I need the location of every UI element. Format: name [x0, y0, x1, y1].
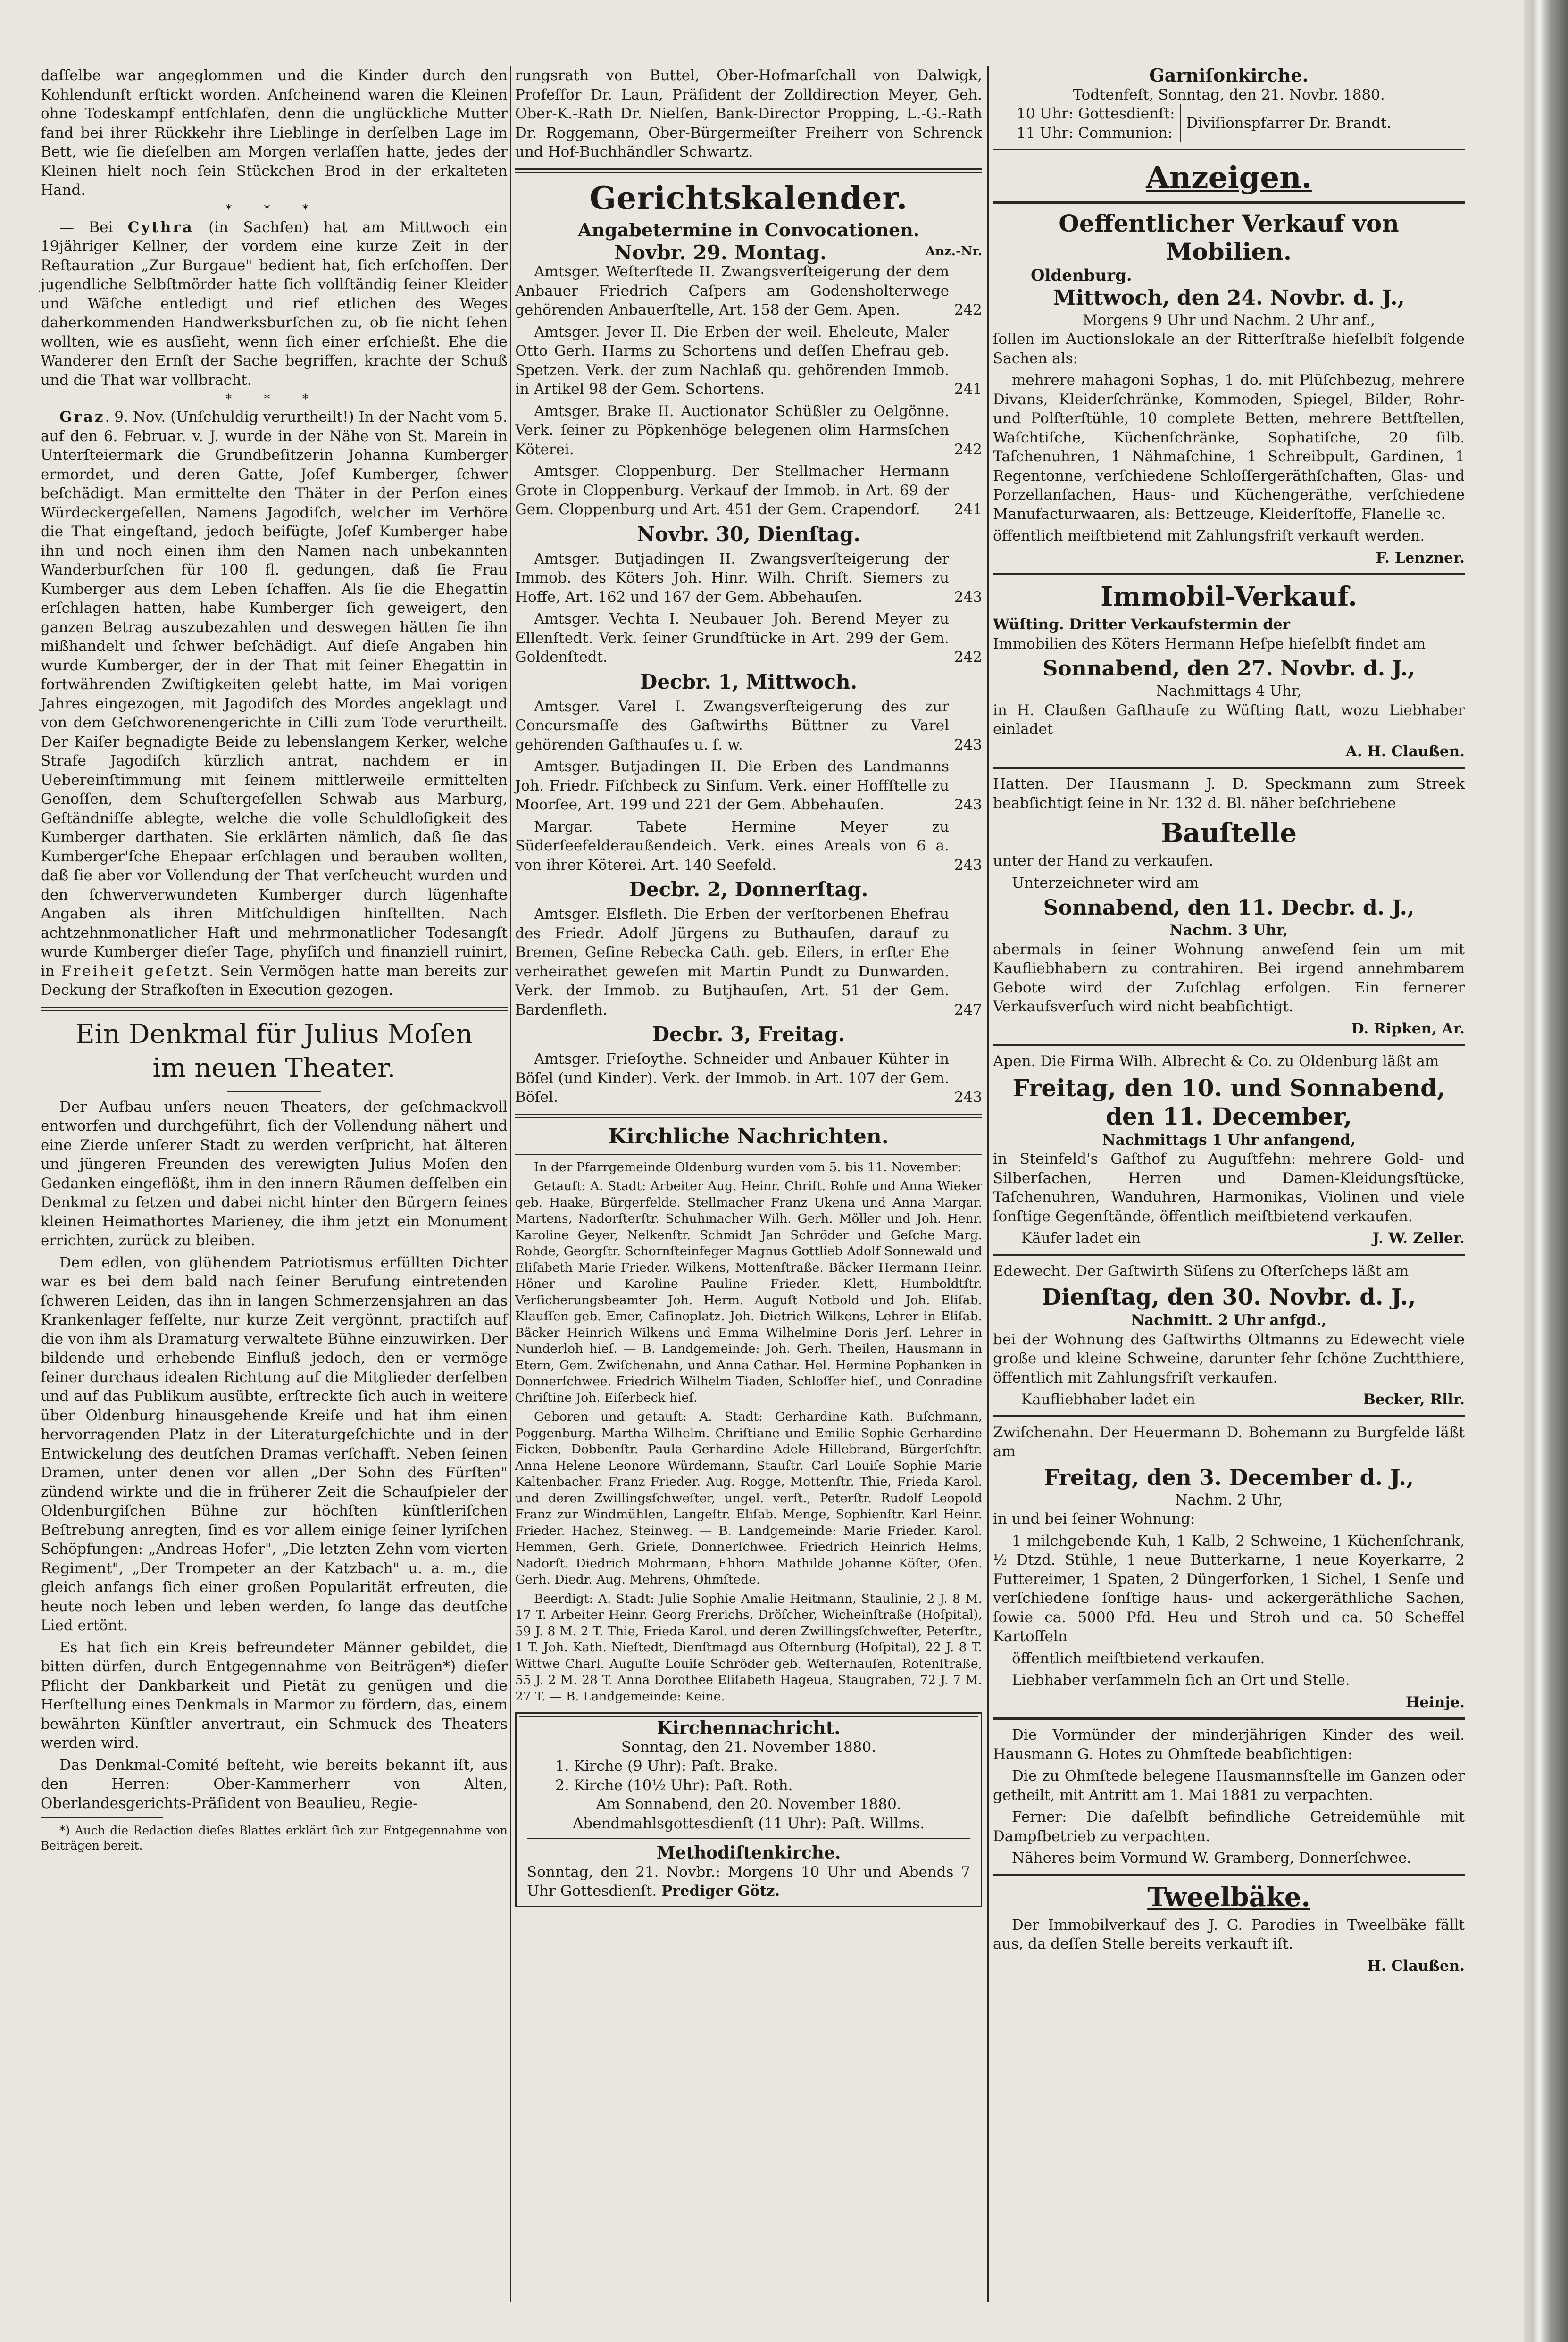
kn-line: Abendmahlsgottesdienſt (11 Uhr): Paſt. Willms.	[572, 1815, 925, 1832]
kalender-entries-dec1	[515, 697, 982, 875]
kalender-entries-nov30	[515, 550, 982, 667]
methodisten-title: Methodiſtenkirche.	[656, 1843, 841, 1863]
moser-paragraph-2: Dem edlen, von glühendem Patriotismus erfüllten Dichter war es bei dem bald nach ſeiner Berufung eintretenden ſchweren Leiden, das ihn in langen Schmerzensjahren an das Krankenlager feſſelte, nur kurze Zeit vergönnt, practiſch auf die von ihm als Dramaturg verwaltete Bühne einzuwirken. Der bildende und erhebende Einfluß jedoch, den er vermöge ſeiner durchaus idealen Richtung auf die Mitglieder derſelben und auf das Publikum ausübte, erſtreckte ſich auch in weitere über Oldenburg hinausgehende Kreiſe und hat ihm einen hervorragenden Platz in der Literaturgeſchichte und in der Entwickelung des deutſchen Dramas verſchafft. Neben ſeinen Dramen, unter denen vor allen „Der Sohn des Fürſten" zündend wirkte und die in früherer Zeit die Schauſpieler der Oldenburgiſchen Bühne zur höchſten künſtleriſchen Beſtrebung anregten, ſind es vor allem einige ſeiner lyriſchen Schöpfungen: „Andreas Hofer", „Die letzten Zehn vom vierten Regiment", „Der Trompeter an der Katzbach" u. a. m., die gleich anfangs ſich einer großen Popularität erfreuten, die heute noch leben und leben werden, ſo lange das deutſche Lied ertönt.	[41, 1254, 508, 1634]
kalender-entries-dec3	[515, 1050, 982, 1107]
kirchennachricht-box	[515, 1712, 982, 1907]
rule	[993, 767, 1465, 769]
ad-apen-auction: Apen. Die Firma Wilh. Albrecht & Co. zu Oldenburg läßt am Freitag, den 10. und Sonnabend, den 11. December, Nachmittags 1 Uhr anfangend, in Steinfeld's Gaſthof zu Auguſtfehn: mehrere Gold- und Silberſachen, Herren und Damen-Kleidungsſtücke, Taſchenuhren, Wanduhren, Harmonikas, Violinen und viele ſonſtige Gegenſtände, öffentlich meiſtbietend verkaufen. Käufer ladet ein J. W. Zeller.	[993, 1053, 1465, 1247]
kalender-header-nov29: Novbr. 29. Montag. Anz.-Nr.	[614, 241, 982, 264]
moser-title-line1: Ein Denkmal für Julius Moſen	[75, 1018, 473, 1050]
rule	[993, 201, 1465, 204]
article-cythra: — Bei Cythra (in Sachſen) hat am Mittwoch ein 19jähriger Kellner, der vordem eine kurze Zeit in der Reſtauration „Zur Burgaue" bedient hat, ſich erſchoſſen. Der jugendliche Selbſtmörder hatte ſich vollſtändig ſeiner Kleider und Wäſche entledigt und rief etlichen des Weges daherkommenden Handwerksburſchen zu, ob ſie nicht ſehen wollten, wie es ausſieht, wenn ſich einer erſchießt. Ehe die Wanderer den Ernſt der Sache begriffen, krachte der Schuß und die That war vollbracht.	[41, 218, 508, 389]
separator-stars: * * *	[225, 202, 323, 217]
kirch-geboren: Geboren und getauft: A. Stadt: Gerhardine Kath. Buſchmann, Poggenburg. Martha Wilhelm. Chriſtiane und Emilie Sophie Gerhardine Ficken, Dobbenſtr. Paula Gerhardine Adele Hillebrand, Bürgerſchſtr. Anna Helene Leonore Würdemann, Stauſtr. Carl Louiſe Sophie Marie Kaltenbacher. Franz Frieder. Aug. Rogge, Mottenſtr. Thie, Frieda Karol. und deren Zwillingsſchweſter, ungel. verſt., Peterſtr. Rudolf Leopold Franz zur Windmühlen, Langeſtr. Eliſab. Menge, Sophienſtr. Karl Heinr. Frieder. Hachez, Steinweg. — B. Landgemeinde: Marie Frieder. Karol. Hemmen, Gerh. Grieſe, Donnerſchwee. Friedrich Heinrich Helms, Nadorſt. Diedrich Mohrmann, Ehhorn. Mathilde Johanne Köſter, Ofen. Gerh. Diedr. Aug. Mehrens, Ohmſtede.	[515, 1409, 982, 1587]
kalender-entry-text: Amtsger. Cloppenburg. Der Stellmacher Hermann Grote in Cloppenburg. Verkauf der Immob. in Art. 69 der Gem. Cloppenburg und Art. 451 der Gem. Crapendorf.	[515, 463, 949, 518]
anzeige-number: 247	[954, 1001, 982, 1018]
anzeige-number: 242	[954, 441, 982, 458]
kalender-entry	[515, 757, 982, 815]
section-rule	[41, 1007, 508, 1011]
kalender-entry-text: Amtsger. Vechta I. Neubauer Joh. Berend Meyer zu Ellenſtedt. Verk. ſeiner Grundſtücke in Art. 299 der Gem. Goldenſtedt.	[515, 610, 949, 666]
kalender-entry-text: Amtsger. Butjadingen II. Zwangsverſteigerung der Immob. des Köters Joh. Hinr. Wilh. Chriſt. Siemers zu Hoffe, Art. 162 und 167 der Gem. Abbehauſen.	[515, 550, 949, 606]
moser-paragraph-4: Das Denkmal-Comité beſteht, wie bereits bekannt iſt, aus den Herren: Ober-Kammerherr von Alten, Oberlandesgerichts-Präſident von Beaulieu, Regie-	[41, 1756, 508, 1812]
kn-line: Sonntag, den 21. November 1880.	[621, 1738, 876, 1756]
garnison-times: 10 Uhr: Gottesdienſt: 11 Uhr: Communion: Diviſionspfarrer Dr. Brandt.	[993, 104, 1465, 142]
column-1	[41, 66, 508, 1856]
gerichtskalender-subtitle: Angabetermine in Convocationen.	[577, 219, 920, 241]
kalender-entry-text: Amtsger. Elsfleth. Die Erben der verſtorbenen Ehefrau des Friedr. Adolf Jürgens zu Buthauſen, darauf zu Bremen, Geſine Rebecka Cath. geb. Eilers, in erſter Ehe verheirathet geweſen mit Martin Pundt zu Dunwarden. Verk. der Immob. zu Butjhauſen, Art. 51 der Gem. Bardenfleth.	[515, 906, 949, 1018]
moser-paragraph-1: Der Aufbau unſers neuen Theaters, der geſchmackvoll entworfen und durchgeführt, ſich der Vollendung nähert und eine Zierde unſerer Stadt zu werden verſpricht, hat älteren und jüngeren Freunden des verewigten Julius Moſen den Gedanken eingeflößt, ihm in den innern Räumen deſſelben ein Denkmal zu ſetzen und dabei nicht hinter den Bürgern ſeines kleinen Heimathortes Marieney, die ihm jetzt ein Monument errichten, zurück zu bleiben.	[41, 1098, 508, 1249]
kalender-entry-text: Amtsger. Varel I. Zwangsverſteigerung des zur Concursmaſſe des Gaſtwirths Büttner zu Varel gehörenden Gaſthauſes u. ſ. w.	[515, 698, 949, 753]
moser-paragraph-3: Es hat ſich ein Kreis befreundeter Männer gebildet, die bitten dürfen, durch Entgegennahme von Beiträgen*) dieſer Pflicht der Dankbarkeit und Pietät zu genügen und die Herſtellung eines Denkmals in Marmor zu fördern, das, einem bewährten Künſtler anvertraut, ein Schmuck des Theaters werden wird.	[41, 1639, 508, 1751]
ad-mobilien: Oeffentlicher Verkauf von Mobilien. Oldenburg. Mittwoch, den 24. Novbr. d. J., Morgens 9 Uhr und Nachm. 2 Uhr anf., ſollen im Auctionslokale an der Ritterſtraße hieſelbſt folgende Sachen als: mehrere mahagoni Sophas, 1 do. mit Plüſchbezug, mehrere Divans, Kleiderſchränke, Kommoden, Spiegel, Bilder, Rohr- und Polſterſtühle, 10 complete Betten, mehrere Bettſtellen, Waſchtiſche, Küchenſchränke, Sophatiſche, 20 ſilb. Taſchenuhren, 1 Nähmaſchine, 1 Schreibpult, Gardinen, 1 Regentonne, verſchiedene Schloſſergeräthſchaften, Glas- und Porzellanſachen, Haus- und Küchengeräthe, verſchiedene Manufacturwaaren, als: Bettzeuge, Kleiderſtoffe, Flanelle ꝛc. öffentlich meiſtbietend mit Zahlungsfriſt verkauft werden. F. Lenzner.	[993, 209, 1465, 567]
kalender-entries-dec2	[515, 905, 982, 1019]
separator-stars: * * *	[225, 392, 323, 406]
kalender-header-dec1: Decbr. 1, Mittwoch.	[640, 670, 858, 693]
methodisten-text: Sonntag, den 21. Novbr.: Morgens 10 Uhr und Abends 7 Uhr Gottesdienſt. Prediger Götz.	[527, 1863, 970, 1900]
rule	[993, 1415, 1465, 1417]
rule	[993, 1254, 1465, 1256]
ad-zwischenahn: Zwiſchenahn. Der Heuermann D. Bohemann zu Burgfelde läßt am Freitag, den 3. December d. J., Nachm. 2 Uhr, in und bei ſeiner Wohnung: 1 milchgebende Kuh, 1 Kalb, 2 Schweine, 1 Küchenſchrank, ½ Dtzd. Stühle, 1 neue Butterkarne, 1 neue Koyerkarre, 2 Futtereimer, 1 Spaten, 2 Düngerforken, 1 Sichel, 1 Senſe und verſchiedene ſonſtige haus- und ackergeräthliche Sachen, ſowie ca. 5000 Pfd. Heu und Stroh und ca. 50 Scheffel Kartoffeln öffentlich meiſtbietend verkaufen. Liebhaber verſammeln ſich an Ort und Stelle. Heinje.	[993, 1424, 1465, 1711]
kalender-header-dec2: Decbr. 2, Donnerſtag.	[629, 878, 868, 901]
kn-line: Am Sonnabend, den 20. November 1880.	[596, 1796, 901, 1813]
kalender-entry-text: Amtsger. Butjadingen II. Die Erben des Landmanns Joh. Friedr. Fiſchbeck zu Sinſum. Verk. einer Hoffſtelle zu Moorſee, Art. 199 und 221 der Gem. Abbehauſen.	[515, 758, 949, 813]
kalender-header-nov30: Novbr. 30, Dienſtag.	[637, 522, 860, 546]
title-rule	[227, 1091, 321, 1092]
moser-continuation: rungsrath von Buttel, Ober-Hofmarſchall von Dalwigk, Profeſſor Dr. Laun, Präſident der Zolldirection Meyer, Geh. Ober-K.-Rath Dr. Nielſen, Bank-Director Propping, L.-G.-Rath Dr. Roggemann, Ober-Bürgermeiſter Freiherr von Schrenck und Hof-Buchhändler Schwartz.	[515, 67, 982, 160]
kalender-entry	[515, 905, 982, 1019]
kalender-entry	[515, 697, 982, 755]
kalender-entry	[515, 817, 982, 875]
ad-edewecht-schweine: Edewecht. Der Gaſtwirth Süſens zu Oſterſcheps läßt am Dienſtag, den 30. Novbr. d. J., Nachmitt. 2 Uhr anfgd., bei der Wohnung des Gaſtwirths Oltmanns zu Edewecht viele große und kleine Schweine, darunter ſehr ſchöne Zuchtthiere, öffentlich mit Zahlungsfriſt verkaufen. Kaufliebhaber ladet ein Becker, Rllr.	[993, 1262, 1465, 1408]
kalender-header-dec3: Decbr. 3, Freitag.	[652, 1023, 845, 1046]
ad-ohmstede-verpachtung: Die Vormünder der minderjährigen Kinder des weil. Hausmann G. Hotes zu Ohmſtede beabſichtigen: Die zu Ohmſtede belegene Hausmannsſtelle im Ganzen oder getheilt, mit Antritt am 1. Mai 1881 zu verpachten. Ferner: Die daſelbſt befindliche Getreidemühle mit Dampfbetrieb zu verpachten. Näheres beim Vormund W. Gramberg, Donnerſchwee.	[993, 1726, 1465, 1867]
rule	[993, 1044, 1465, 1046]
column-3	[993, 66, 1465, 1975]
kirch-intro: In der Pfarrgemeinde Oldenburg wurden vom 5. bis 11. November:	[534, 1159, 962, 1175]
kirch-beerdigt: Beerdigt: A. Stadt: Julie Sophie Amalie Heitmann, Staulinie, 2 J. 8 M. 17 T. Arbeiter Heinr. Georg Frerichs, Dröſcher, Wicheinſtraße (Hoſpital), 59 J. 8 M. 2 T. Thie, Frieda Karol. und deren Zwillingsſchweſter, Peterſtr., 1 T. Joh. Kath. Nieſtedt, Dienſtmagd aus Oſternburg (Hoſpital), 22 J. 8 T. Wittwe Charl. Auguſte Louiſe Schröder geb. Weſterhauſen, Rotenſtraße, 55 J. 2 M. 28 T. Anna Dorothee Eliſabeth Hageua, Staugraben, 72 J. 7 M. 27 T. — B. Landgemeinde: Keine.	[515, 1591, 982, 1704]
kalender-entry-text: Margar. Tabete Hermine Meyer zu Süderſeefelderaußendeich. Verk. eines Areals von 6 a. von ihrer Köterei. Art. 140 Seefeld.	[515, 818, 949, 874]
anzeige-number: 243	[954, 588, 982, 606]
column-rule-right	[987, 66, 989, 2302]
column-rule-left	[510, 66, 511, 2302]
garnison-title: Garniſonkirche.	[1149, 65, 1309, 86]
kalender-entry	[515, 609, 982, 667]
anzeige-number: 243	[954, 856, 982, 874]
garnison-line1: Todtenfeſt, Sonntag, den 21. Novbr. 1880.	[1073, 86, 1385, 103]
rule	[993, 1717, 1465, 1720]
anzeige-number: 243	[954, 1089, 982, 1106]
anzeige-number: 243	[954, 796, 982, 813]
anzeige-number: 241	[954, 501, 982, 518]
kalender-entry	[515, 323, 982, 399]
kalender-entry-text: Amtsger. Weſterſtede II. Zwangsverſteigerung der dem Anbauer Friedrich Caſpers am Godensholterwege gehörenden Anbauerſtelle, Art. 158 der Gem. Apen.	[515, 263, 949, 318]
kn-line: 1. Kirche (9 Uhr): Paſt. Brake.	[555, 1758, 778, 1775]
anzeige-number: 242	[954, 649, 982, 666]
kirchennachricht-title: Kirchennachricht.	[657, 1717, 841, 1738]
anzeigen-title: Anzeigen.	[1146, 160, 1312, 195]
column-2	[515, 66, 982, 1915]
anzeige-number: 241	[954, 381, 982, 398]
kalender-entry	[515, 262, 982, 320]
rule	[527, 1838, 970, 1839]
kalender-entry	[515, 462, 982, 519]
ad-immobil-verkauf: Immobil-Verkauf. Wüſting. Dritter Verkaufstermin der Immobilien des Köters Hermann Heſpe hieſelbſt findet am Sonnabend, den 27. Novbr. d. J., Nachmittags 4 Uhr, in H. Claußen Gaſthauſe zu Wüſting ſtatt, wozu Liebhaber einladet A. H. Claußen.	[993, 581, 1465, 760]
kirchliche-nachrichten-title: Kirchliche Nachrichten.	[608, 1124, 889, 1149]
kalender-entry-text: Amtsger. Brake II. Auctionator Schüßler zu Oelgönne. Verk. ſeiner zu Pöpkenhöge belegenen olim Harmsſchen Köterei.	[515, 402, 949, 458]
kirch-getauft: Getauft: A. Stadt: Arbeiter Aug. Heinr. Chriſt. Rohſe und Anna Wieker geb. Haake, Bürgerfelde. Stellmacher Franz Ukena und Anna Margar. Martens, Nadorſterſtr. Schuhmacher Wilh. Gerh. Möller und Joh. Henr. Karoline Geyer, Nelkenſtr. Schmidt Jan Schröder und Geſche Marg. Rohde, Georgſtr. Schornſteinfeger Magnus Gottlieb Adolf Sonnewald und Eliſabeth Marie Frieder. Wilkens, Mottenſtraße. Bäcker Hermann Heinr. Höner und Karoline Pauline Frieder. Klett, Humboldtſtr. Verſicherungsbeamter Joh. Herm. Auguſt Notbold und Joh. Eliſab. Klauſſen geb. Emer, Caſinoplatz. Joh. Dietrich Wilkens, Lehrer in Eliſab. Bäcker Heinrich Wilkens und Emma Wilhelmine Doris Jerſ. Lehrer in Nunderloh hieſ. — B. Landgemeinde: Joh. Gerh. Theilen, Hausmann in Etern, Gem. Zwiſchenahn, und Anna Cathar. Hel. Hermine Pophanken in Donnerſchwee. Friedrich Wilhelm Tiaden, Schloſſer hieſ., und Conradine Chriſtine Joh. Eiſerbeck hieſ.	[515, 1179, 982, 1405]
rule	[993, 1874, 1465, 1876]
kalender-entry-text: Amtsger. Jever II. Die Erben der weil. Eheleute, Maler Otto Gerh. Harms zu Schortens und deſſen Ehefrau geb. Spetzen. Verk. der zum Nachlaß qu. gehörenden Immob. in Artikel 98 der Gem. Schortens.	[515, 323, 949, 398]
footnote: *) Auch die Redaction dieſes Blattes erklärt ſich zur Entgegennahme von Beiträgen bereit.	[41, 1824, 508, 1852]
gerichtskalender-title: Gerichtskalender.	[589, 179, 908, 217]
kalender-entry-text: Amtsger. Frieſoythe. Schneider und Anbauer Kühter in Böſel (und Kinder). Verk. der Immob. in Art. 107 der Gem. Böſel.	[515, 1050, 949, 1106]
kalender-entry	[515, 1050, 982, 1107]
rule	[993, 573, 1465, 575]
section-rule	[993, 149, 1465, 153]
kn-line: 2. Kirche (10½ Uhr): Paſt. Roth.	[555, 1776, 793, 1794]
footnote-rule	[41, 1817, 163, 1818]
ad-tweelbaeke: Tweelbäke. Der Immobilverkauf des J. G. Parodies in Tweelbäke fällt aus, da deſſen Stelle bereits verkauft iſt. H. Claußen.	[993, 1881, 1465, 1975]
rule	[515, 1154, 982, 1155]
section-rule	[515, 1114, 982, 1118]
article-graz: Graz. 9. Nov. (Unſchuldig verurtheilt!) In der Nacht vom 5. auf den 6. Februar. v. J. wurde in der Nähe von St. Marein in Unterſteiermark die Grundbeſitzerin Johanna Kumberger ermordet, und deren Gatte, Joſef Kumberger, ſchwer beſchädigt. Man ermittelte den Thäter in der Perſon eines Würdeckergeſellen, Namens Jagodiſch, welcher im Verhöre die That eingeſtand, jedoch beifügte, Joſef Kumberger habe ihn und noch einen ihm den Namen nach unbekannten Wanderburſchen für 100 fl. gedungen, daß ſie Frau Kumberger aus dem Leben ſchaffen. Als ſie die Ehegattin erſchlagen hatten, habe Kumberger ſich geweigert, den ganzen Betrag auszubezahlen und deswegen hätten ſie ihn mißhandelt und ſchwer beſchädigt. Auf dieſe Angaben hin wurde Kumberger, der in der That mit ſeiner Ehegattin in fortwährenden Zwiſtigkeiten gelebt hatte, im Mai vorigen Jahres eingezogen, mit Jagodiſch des Mordes angeklagt und von dem Geſchworenengerichte in Cilli zum Tode verurtheilt. Der Kaiſer begnadigte Beide zu lebenslangem Kerker, welche Strafe Jagodiſch kürzlich antrat, nachdem er in Uebereinſtimmung mit ſeinem mittlerweile ermittelten Genoſſen, dem Schuſtergeſellen Schwab aus Marburg, Geſtändniſſe ablegte, welche die volle Schuldloſigkeit des Kumberger darthaten. Sie erklärten nämlich, daß ſie das Kumberger'ſche Ehepaar erſchlagen und berauben wollten, daß ſie aber vor Vollendung der That verſcheucht wurden und den ſchwerverwundeten Kumberger durch lügenhafte Angaben als ihren Mitſchuldigen hinſtellten. Nach achtzehnmonatlicher Haft und mehrmonatlicher Todesangſt wurde Kumberger dieſer Tage, phyſiſch und finanziell ruinirt, in Freiheit geſetzt. Sein Vermögen hatte man bereits zur Deckung der Strafkoſten in Execution gezogen.	[41, 408, 508, 999]
kalender-entries-nov29	[515, 262, 982, 519]
anzeige-number: 243	[954, 736, 982, 753]
ad-baustelle: Hatten. Der Hausmann J. D. Speckmann zum Streek beabſichtigt ſeine in Nr. 132 d. Bl. näher beſchriebene Bauſtelle unter der Hand zu verkaufen. Unterzeichneter wird am Sonnabend, den 11. Decbr. d. J., Nachm. 3 Uhr, abermals in ſeiner Wohnung anweſend ſein um mit Kaufliebhabern zu contrahiren. Bei irgend annehmbarem Gebote wird der Zuſchlag erfolgen. Ein fernerer Verkaufsverſuch wird nicht beabſichtigt. D. Ripken, Ar.	[993, 775, 1465, 1037]
moser-title-line2: im neuen Theater.	[152, 1052, 396, 1083]
kalender-entry	[515, 402, 982, 459]
article-kohlendunst: daſſelbe war angeglommen und die Kinder durch den Kohlendunſt erſtickt worden. Anſcheinend waren die Kleinen ohne Todeskampf entſchlafen, denn die unglückliche Mutter fand bei ihrer Rückkehr ihre Lieblinge in derſelben Lage im Bett, wie ſie dieſelben am Morgen verlaſſen hatte, jedes der Kleinen hielt noch ſein Stückchen Brod in der erkalteten Hand.	[41, 67, 508, 199]
section-rule	[515, 168, 982, 173]
page-edge	[1524, 0, 1568, 2342]
kalender-entry	[515, 550, 982, 607]
anzeige-number: 242	[954, 301, 982, 318]
